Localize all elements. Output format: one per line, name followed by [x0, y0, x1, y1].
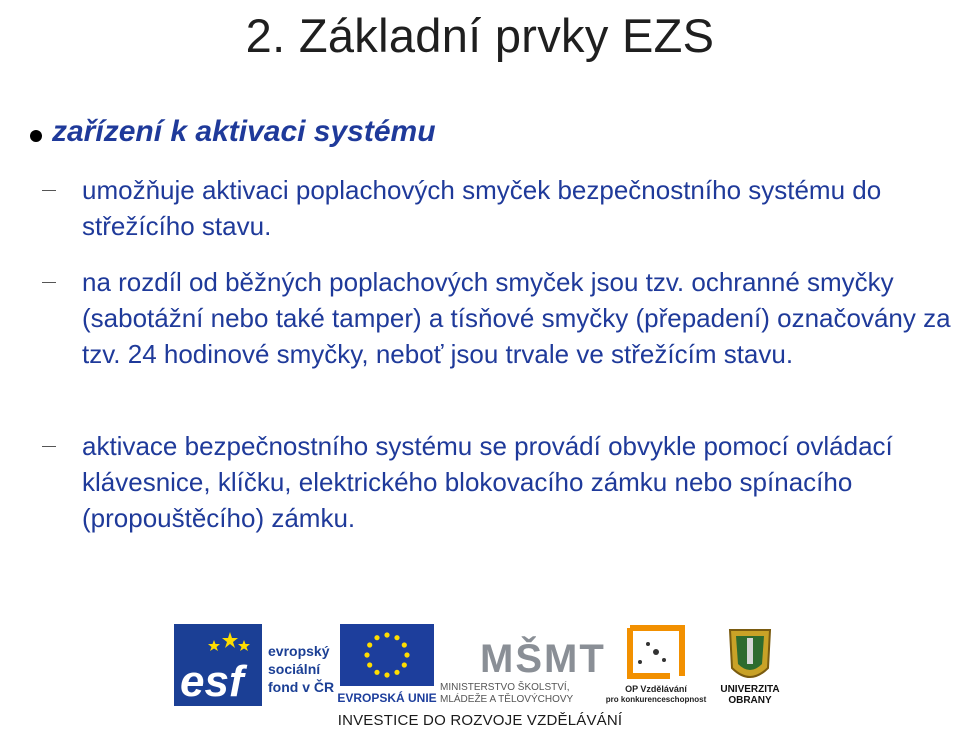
- eu-star: [364, 652, 369, 657]
- eu-star: [402, 642, 407, 647]
- op-line: pro konkurenceschopnost: [605, 695, 707, 704]
- list-item-text: na rozdíl od běžných poplachových smyček jsou tzv. ochranné smyčky (sabotážní nebo také tamper) a tísňové smyčky (přepadení) označovány za tzv. 24 hodinové smyčky, neboť jsou trvale ve střežícím stavu.: [82, 267, 951, 369]
- list-item: [82, 172, 960, 244]
- eu-star: [384, 672, 389, 677]
- dash-bullet: [42, 190, 56, 191]
- list-item-text: aktivace bezpečnostního systému se provádí obvykle pomocí ovládací klávesnice, klíčku, elektrického blokovacího zámku nebo spínacího (propouštěcího) zámku.: [82, 431, 893, 533]
- footer-text: INVESTICE DO ROZVOJE VZDĚLÁVÁNÍ: [337, 712, 623, 729]
- eu-star: [394, 635, 399, 640]
- msmt-logo: [440, 635, 606, 705]
- esf-word: esf: [180, 657, 244, 706]
- msmt-line: MLÁDEŽE A TĚLOVÝCHOVY: [440, 694, 574, 705]
- op-line: OP Vzdělávání: [625, 684, 687, 694]
- section-heading: zařízení k aktivaci systému: [52, 115, 436, 148]
- slide-title: 2. Základní prvky EZS: [245, 9, 715, 62]
- eu-star: [402, 662, 407, 667]
- list-item-text: umožňuje aktivaci poplachových smyček bezpečnostního systému do střežícího stavu.: [82, 175, 882, 241]
- eu-flag-logo: [337, 624, 436, 705]
- esf-logo: [174, 624, 334, 706]
- eu-star: [367, 642, 372, 647]
- eu-star: [374, 670, 379, 675]
- eu-star: [384, 632, 389, 637]
- uo-line: UNIVERZITA: [720, 684, 780, 695]
- esf-line: evropský: [268, 643, 330, 659]
- msmt-mark: MŠMT: [480, 637, 606, 681]
- esf-line: fond v ČR: [268, 679, 335, 695]
- eu-star: [367, 662, 372, 667]
- list-item: [82, 264, 960, 372]
- op-logo: [606, 628, 707, 704]
- esf-line: sociální: [268, 661, 321, 677]
- msmt-line: MINISTERSTVO ŠKOLSTVÍ,: [440, 682, 570, 693]
- eu-star: [394, 670, 399, 675]
- dash-bullet: [42, 446, 56, 447]
- uo-line: OBRANY: [728, 695, 772, 706]
- eu-star: [404, 652, 409, 657]
- eu-label: EVROPSKÁ UNIE: [337, 691, 437, 705]
- eu-star: [374, 635, 379, 640]
- list-item: [82, 428, 960, 536]
- dash-bullet: [42, 282, 56, 283]
- univerzita-obrany-logo: [720, 630, 779, 706]
- bullet-dot: [30, 130, 42, 142]
